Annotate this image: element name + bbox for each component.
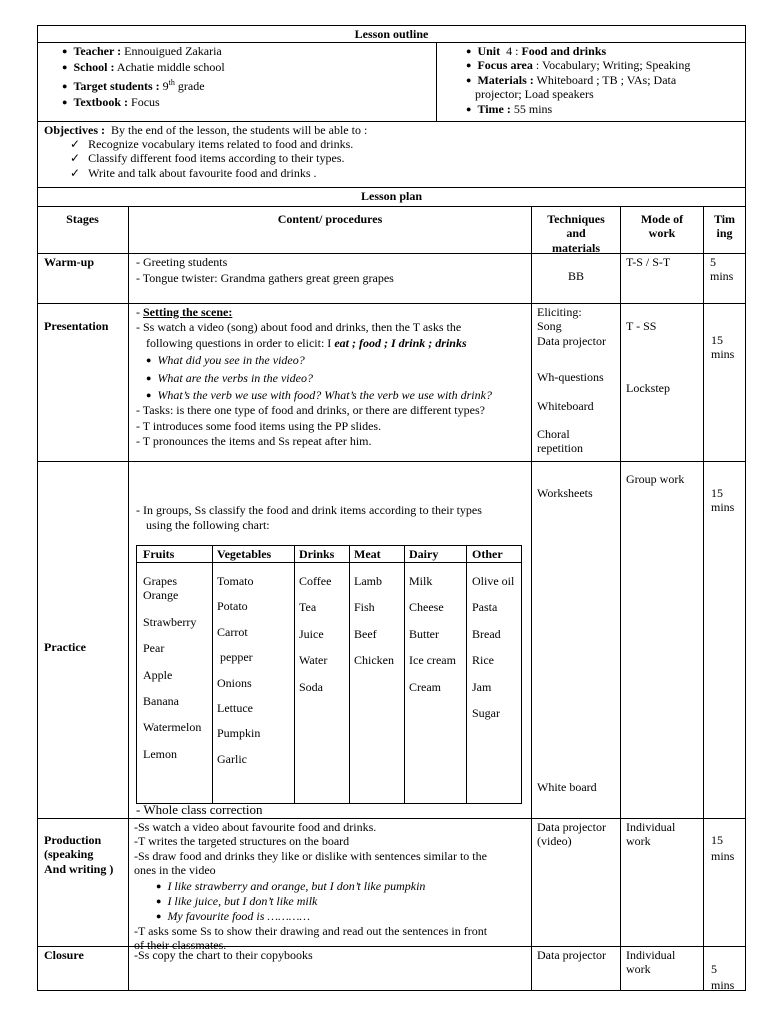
list-item: Watermelon <box>143 720 202 735</box>
outline-left <box>62 44 225 110</box>
practice-correction: - Whole class correction <box>136 802 263 817</box>
warmup-timing: 5 mins <box>710 255 734 284</box>
practice-technique-whiteboard: White board <box>537 780 597 794</box>
list-item: Pear <box>143 641 165 656</box>
list-item: Onions <box>217 675 252 690</box>
objectives-list <box>70 137 353 180</box>
warmup-mode: T-S / S-T <box>626 255 671 269</box>
list-item: Garlic <box>217 751 247 766</box>
col-header-mode: Mode of work <box>640 212 684 241</box>
stage-presentation: Presentation <box>44 319 109 333</box>
list-item: Soda <box>299 679 323 694</box>
closure-techniques: Data projector <box>537 948 606 962</box>
unit-field: ● Unit 4 : Food and drinks <box>466 44 690 58</box>
list-item: Rice <box>472 653 494 668</box>
chart-col-dairy <box>409 574 456 694</box>
list-item: Potato <box>217 599 248 614</box>
warmup-techniques: BB <box>567 269 584 283</box>
chart-col-other <box>472 574 514 720</box>
closure-timing: 5 mins <box>711 962 735 993</box>
col-header-techniques: Techniques and materials <box>547 212 605 255</box>
chart-header-other: Other <box>472 547 503 561</box>
list-item: Chicken <box>354 653 394 668</box>
production-mode: Individual work <box>626 820 676 849</box>
teacher-field: ● Teacher : Ennouigued Zakaria <box>62 44 225 58</box>
list-item: Tomato <box>217 574 254 588</box>
col-header-timing: Tim ing <box>713 212 736 241</box>
practice-mode: Group work <box>626 472 685 486</box>
list-item: Bread <box>472 626 501 641</box>
list-item: Pasta <box>472 600 498 615</box>
chart-header-fruits: Fruits <box>143 547 175 561</box>
outline-right <box>466 44 690 116</box>
lesson-plan-title: Lesson plan <box>360 189 423 203</box>
list-item: Water <box>299 653 328 668</box>
closure-mode: Individual work <box>626 948 676 977</box>
chart-col-drinks <box>299 574 331 694</box>
stage-practice: Practice <box>44 640 86 654</box>
list-item: Olive oil <box>472 574 515 588</box>
food-classification-chart <box>136 545 522 804</box>
list-item: Butter <box>409 626 439 641</box>
objectives-intro: Objectives : By the end of the lesson, the students will be able to : <box>44 123 368 137</box>
list-item: Lamb <box>354 574 382 588</box>
chart-header-dairy: Dairy <box>409 547 439 561</box>
stage-production: Production (speaking And writing ) <box>44 833 114 876</box>
production-timing: 15 mins <box>711 833 735 864</box>
list-item: Ice cream <box>409 653 456 668</box>
stage-closure: Closure <box>44 948 84 962</box>
list-item: Lemon <box>143 746 177 761</box>
list-item: Tea <box>299 600 317 615</box>
list-item: Sugar <box>472 705 500 720</box>
practice-content: - In groups, Ss classify the food and drink items according to their types using the following chart: <box>136 503 482 533</box>
list-item: Fish <box>354 600 375 615</box>
presentation-mode: T - SS Lockstep <box>626 319 670 396</box>
presentation-techniques: Eliciting: Song Data projector Wh-questions Whiteboard Choral repetition <box>537 305 606 456</box>
presentation-content: - Setting the scene: - Ss watch a video (song) about food and drinks, then the T asks the following questions in order to elicit: I eat ; food ; I drink ; drinks ● What did you see in the video? ● What are the verbs in the video? ● What’s the verb we use with food? What’s the verb we use with drink? - Tasks: is there one type of food and drinks, or there are different types? - T introduces some food items using the PP slides. - T pronounces the items and Ss repeat after him. <box>136 305 530 449</box>
practice-timing: 15 mins <box>711 486 735 515</box>
presentation-timing: 15 mins <box>711 333 735 362</box>
materials-field-cont: projector; Load speakers <box>475 87 594 102</box>
list-item: pepper <box>220 650 253 665</box>
list-item: Orange <box>143 588 179 603</box>
textbook-field: ● Textbook : Focus <box>62 95 225 109</box>
warmup-content: - Greeting students - Tongue twister: Grandma gathers great green grapes <box>136 255 394 286</box>
production-techniques: Data projector (video) <box>537 820 606 849</box>
stage-warmup: Warm-up <box>44 255 95 269</box>
production-content: -Ss watch a video about favourite food and drinks. -T writes the targeted structures on the board -Ss draw food and drinks they like or dislike with sentences similar to the ones in the video ● I like strawberry and orange, but I don’t like pumpkin ● I like juice, but I don’t like milk ● My favourite food is ………… -T asks some Ss to show their drawing and read out the sentences in front of their classmates. <box>134 820 487 953</box>
chart-header-drinks: Drinks <box>299 547 335 561</box>
objective-item: ✓ Recognize vocabulary items related to food and drinks. <box>70 137 353 151</box>
list-item: Beef <box>354 626 377 641</box>
chart-col-fruits <box>143 574 201 761</box>
list-item: Coffee <box>299 574 332 588</box>
focus-area-field: ● Focus area : Vocabulary; Writing; Speaking <box>466 58 690 72</box>
list-item: Lettuce <box>217 700 253 715</box>
list-item: Pumpkin <box>217 726 261 741</box>
objective-item: ✓ Write and talk about favourite food and drinks . <box>70 166 353 180</box>
chart-header-vegetables: Vegetables <box>217 547 272 561</box>
closure-content: -Ss copy the chart to their copybooks <box>134 948 313 962</box>
chart-col-vegetables <box>217 574 260 766</box>
lesson-outline-title: Lesson outline <box>354 27 429 41</box>
target-students-field: ● Target students : 9th grade <box>62 78 225 93</box>
practice-technique-worksheets: Worksheets <box>537 486 593 500</box>
objective-item: ✓ Classify different food items according to their types. <box>70 151 353 165</box>
list-item: Juice <box>299 626 324 641</box>
materials-field: ● Materials : Whiteboard ; TB ; VAs; Data <box>466 73 690 87</box>
school-field: ● School : Achatie middle school <box>62 60 225 74</box>
chart-col-meat <box>354 574 394 668</box>
list-item: Carrot <box>217 624 248 639</box>
col-header-content: Content/ procedures <box>277 212 383 226</box>
col-header-stages: Stages <box>66 212 99 226</box>
list-item: Grapes <box>143 574 177 588</box>
list-item: Jam <box>472 679 492 694</box>
list-item: Strawberry <box>143 614 197 629</box>
time-field: ● Time : 55 mins <box>466 102 690 116</box>
list-item: Banana <box>143 693 179 708</box>
list-item: Apple <box>143 667 173 682</box>
list-item: Milk <box>409 574 433 588</box>
chart-header-meat: Meat <box>354 547 381 561</box>
list-item: Cheese <box>409 600 444 615</box>
list-item: Cream <box>409 679 441 694</box>
